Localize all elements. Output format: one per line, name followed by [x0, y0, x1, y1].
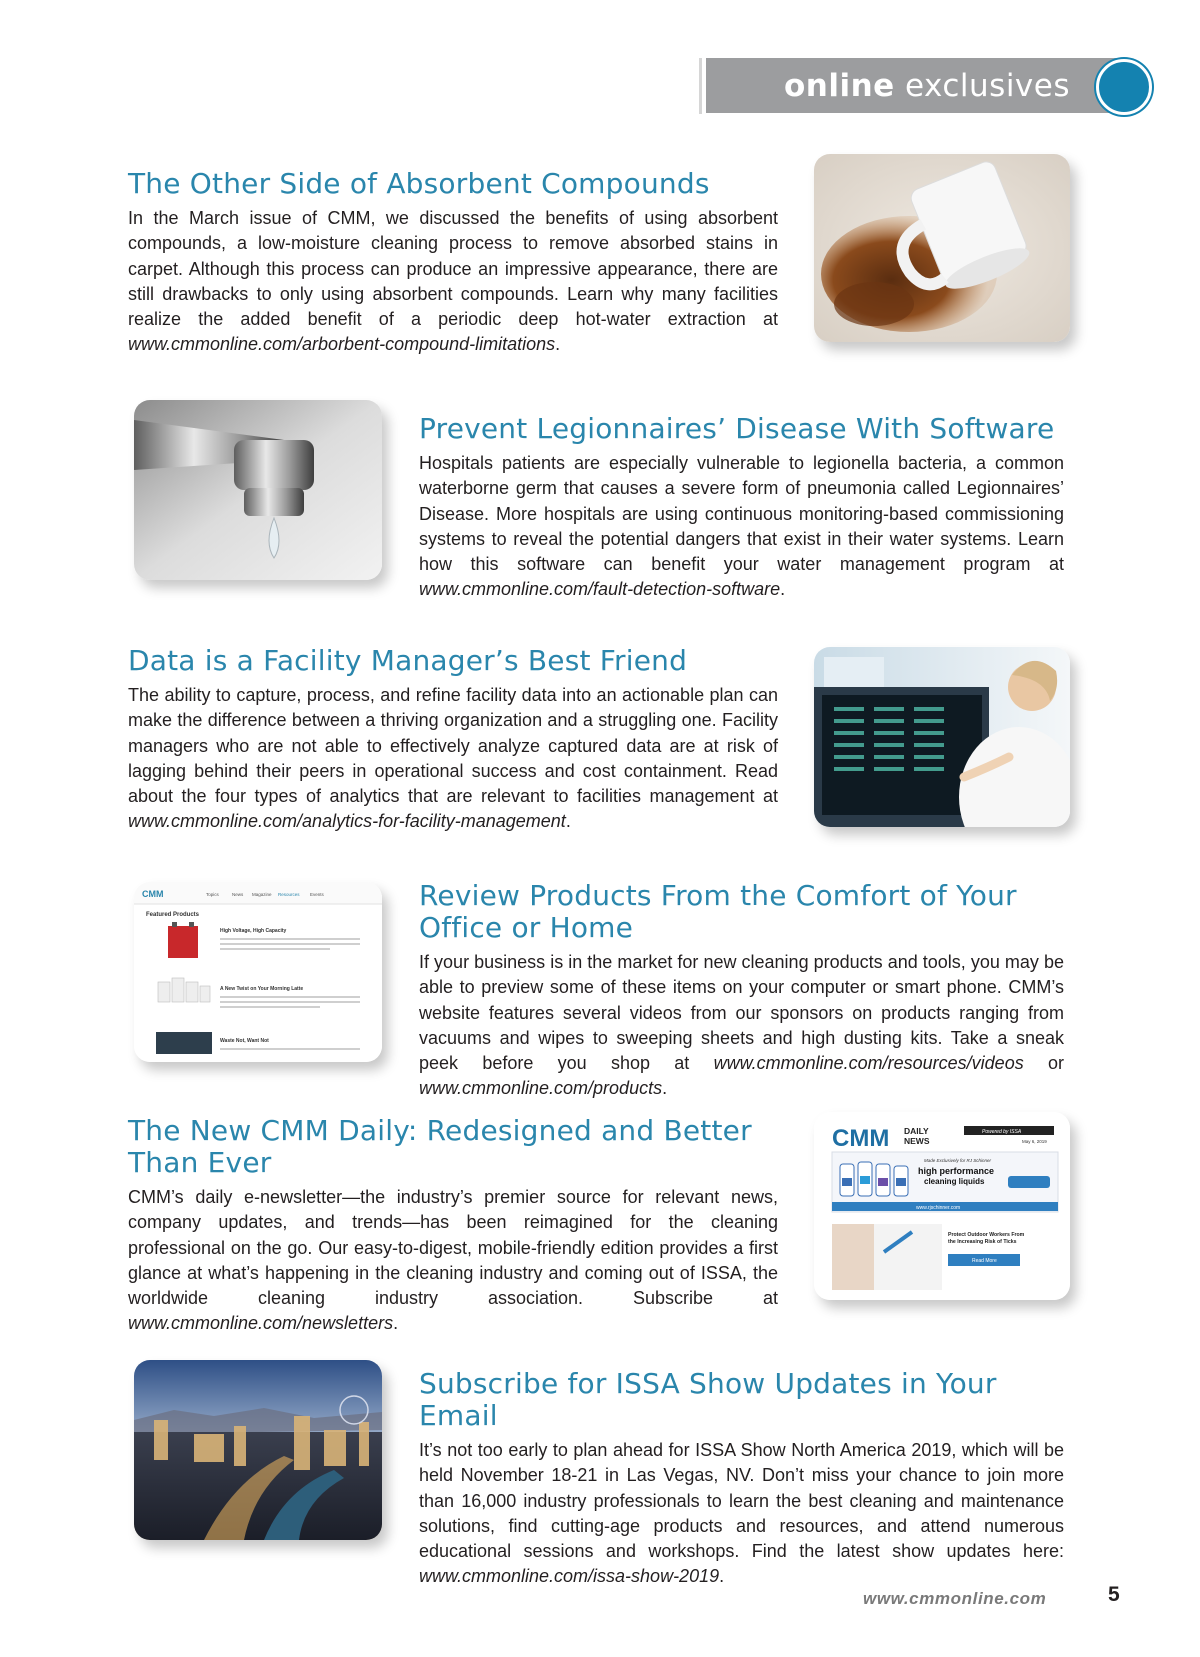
product-title-3[interactable]: Waste Not, Want Not — [220, 1038, 269, 1044]
article-body: The ability to capture, process, and refine facility data into an actionable plan can make the difference between a thriving organization and a struggling one. Facility managers who are not able to effectively analyze captured data are at risk of lagging behind their peers in operational success and cost containment. Read about the four types of analytics that are relevant to facilities management at www.cmmonline.com/analytics-for-facility-management. — [128, 685, 778, 832]
coffee-spill-photo — [814, 154, 1070, 342]
site-section-title: Featured Products — [146, 912, 200, 918]
article-link[interactable]: www.cmmonline.com/issa-show-2019 — [419, 1566, 720, 1587]
las-vegas-photo — [134, 1360, 382, 1540]
ad-headline-1: high performance — [918, 1166, 995, 1176]
article-title: Prevent Legionnaires’ Disease With Software — [419, 412, 1055, 445]
footer-url[interactable]: www.cmmonline.com — [863, 1589, 1047, 1608]
article-title: Data is a Facility Manager’s Best Friend — [128, 644, 688, 677]
article-title: Review Products From the Comfort of Your Office or Home — [419, 879, 1017, 944]
ad-url[interactable]: www.rjschinner.com — [916, 1205, 961, 1211]
story-headline — [948, 1232, 1026, 1245]
article-title: The Other Side of Absorbent Compounds — [128, 167, 710, 200]
article-title: Subscribe for ISSA Show Updates in Your Email — [419, 1367, 997, 1432]
section-title: online exclusives — [783, 68, 1070, 104]
product-waste-image — [156, 1032, 212, 1054]
article-issa-show — [419, 1368, 1064, 1590]
read-more-label: Read More — [972, 1258, 997, 1264]
newsletter-screenshot — [814, 1112, 1070, 1300]
banner-circle — [1096, 59, 1152, 115]
article-facility-data — [128, 645, 778, 835]
site-nav-magazine[interactable]: Magazine — [252, 892, 272, 897]
article-cmm-daily — [128, 1115, 778, 1337]
article-body: Hospitals patients are especially vulnerable to legionella bacteria, a common waterborne germ that causes a severe form of pneumonia called Legionnaires’ Disease. More hospitals are using continuous monitoring-based commissioning systems to reveal the potential dangers that exist in their water systems. Learn how this software can benefit your water management program at www.cmmonline.com/fault-detection-software. — [419, 453, 1064, 600]
newsletter-logo: CMM — [832, 1125, 890, 1152]
product-battery-image — [168, 926, 198, 958]
article-link[interactable]: www.cmmonline.com/analytics-for-facility-management — [128, 811, 566, 832]
article-link[interactable]: www.cmmonline.com/fault-detection-software — [419, 579, 781, 600]
article-body: If your business is in the market for new cleaning products and tools, you may be able to preview some of these items on your computer or smart phone. CMM’s website features several videos from our sponsors on products ranging from vacuums and wipes to sweeping sheets and high dusting kits. Take a sneak peek before you shop at www.cmmonline.com/resources/videos or www.cmmonline.com/products. — [419, 952, 1064, 1099]
banner-divider — [699, 58, 702, 114]
article-title: The New CMM Daily: Redesigned and Better Than Ever — [128, 1114, 752, 1179]
product-title-2[interactable]: A New Twist on Your Morning Latte — [220, 986, 304, 992]
website-screenshot — [134, 882, 382, 1062]
article-link[interactable]: www.cmmonline.com/newsletters — [128, 1313, 394, 1334]
story-headline-line: the Increasing Risk of Ticks — [948, 1239, 1017, 1245]
site-nav-resources[interactable]: Resources — [278, 892, 300, 897]
ad-kicker: Made Exclusively for RJ Schinner — [924, 1158, 992, 1163]
article-review-products — [419, 880, 1064, 1102]
site-nav-news[interactable]: News — [232, 892, 244, 897]
product-title-1[interactable]: High Voltage, High Capacity — [220, 928, 287, 934]
article-link[interactable]: www.cmmonline.com/arborbent-compound-limitations — [128, 334, 556, 355]
article-body: It’s not too early to plan ahead for ISSA Show North America 2019, which will be held November 18-21 in Las Vegas, NV. Don’t miss your chance to join more than 16,000 industry professionals to learn the best cleaning and maintenance solutions, find cutting-age products and resources, and attend numerous educational sessions and workshops. Find the latest show updates here: www.cmmonline.com/issa-show-2019. — [419, 1440, 1064, 1587]
site-nav-topics[interactable]: Topics — [206, 892, 219, 897]
page-number: 5 — [1108, 1583, 1120, 1606]
article-link[interactable]: www.cmmonline.com/resources/videos — [713, 1053, 1024, 1074]
site-nav-events[interactable]: Events — [310, 892, 324, 897]
data-screen-photo — [814, 647, 1070, 827]
ad-headline-2: cleaning liquids — [924, 1177, 985, 1186]
article-body: CMM’s daily e-newsletter—the industry’s premier source for relevant news, company updates, and trends—has been reimagined for the cleaning professional on the go. Our easy-to-digest, mobile-friendly edition provides a first glance at what’s happening in the cleaning industry and coming out of ISSA, the worldwide cleaning industry association. Subscribe at www.cmmonline.com/newsletters. — [128, 1187, 778, 1334]
powered-by: Powered by ISSA — [982, 1129, 1022, 1135]
article-link-2[interactable]: www.cmmonline.com/products — [419, 1078, 663, 1099]
newsletter-date: May 6, 2019 — [1022, 1139, 1047, 1144]
article-legionnaires — [419, 413, 1064, 603]
faucet-drip-photo — [134, 400, 382, 580]
newsletter-name-2: NEWS — [904, 1136, 930, 1146]
article-body: In the March issue of CMM, we discussed the benefits of using absorbent compounds, a low-moisture cleaning process to remove absorbed stains in carpet. Although this process can produce an impressive appearance, there are still drawbacks to only using absorbent compounds. Learn why many facilities realize the added benefit of a periodic deep hot-water extraction at www.cmmonline.com/arborbent-compound-limitations. — [128, 208, 778, 355]
article-absorbent-compounds — [128, 168, 778, 358]
newsletter-name-1: DAILY — [904, 1126, 929, 1136]
story-headline-line: Protect Outdoor Workers From — [948, 1232, 1025, 1238]
site-logo: CMM — [142, 889, 164, 899]
section-banner — [706, 58, 1122, 113]
